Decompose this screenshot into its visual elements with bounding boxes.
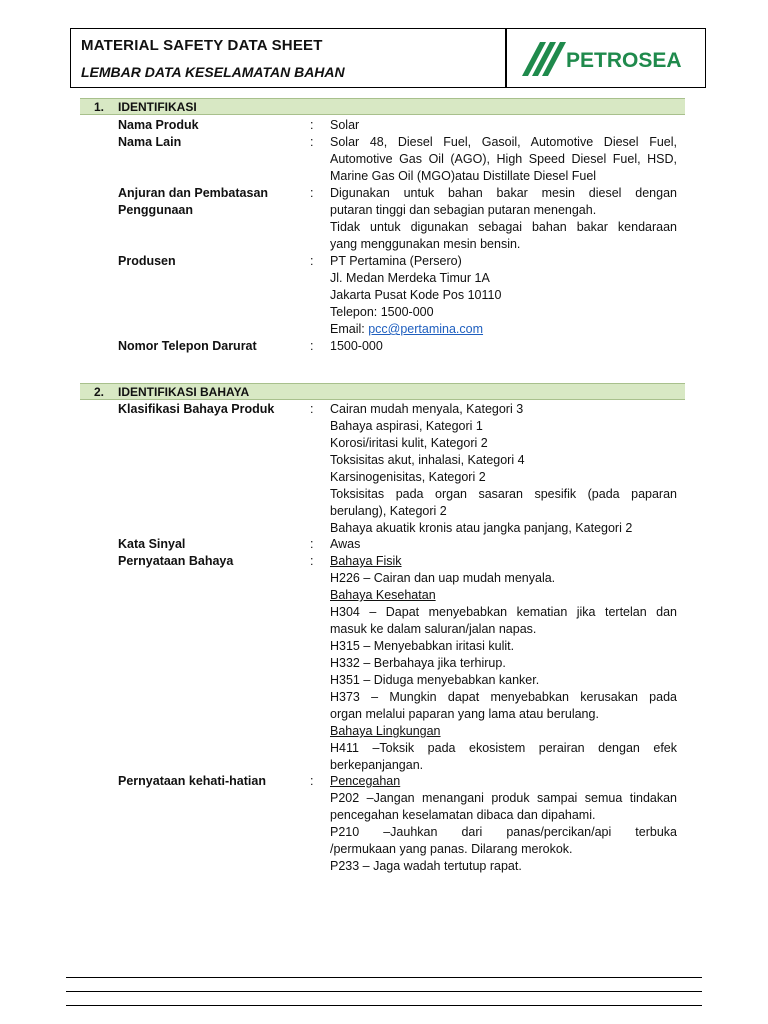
value-nomor-darurat [330, 338, 677, 355]
value-klasifikasi [330, 401, 677, 537]
value-line: Solar [330, 118, 360, 132]
label-anjuran: Anjuran dan Pembatasan Penggunaan [118, 186, 269, 217]
email-line [330, 321, 677, 338]
value-line: Awas [330, 537, 361, 551]
label-pernyataan-bahaya: Pernyataan Bahaya [118, 554, 234, 568]
label-produsen: Produsen [118, 254, 176, 268]
value-kata-sinyal [330, 536, 677, 553]
petrosea-logo [520, 40, 700, 78]
value-nama-produk [330, 117, 677, 134]
value-line: Jl. Medan Merdeka Timur 1A [330, 271, 490, 285]
label-kehati-hatian: Pernyataan kehati-hatian [118, 774, 266, 788]
label-nama-produk: Nama Produk [118, 118, 199, 132]
value-line: H304 – Dapat menyebabkan kematian jika tertelan dan [330, 605, 677, 619]
value-line: P233 – Jaga wadah tertutup rapat. [330, 859, 522, 873]
heading-pencegahan: Pencegahan [330, 774, 401, 788]
label-klasifikasi: Klasifikasi Bahaya Produk [118, 402, 275, 416]
value-line: Bahaya aspirasi, Kategori 1 [330, 419, 483, 433]
value-line: organ melalui paparan yang lama atau berulang. [330, 707, 599, 721]
value-nama-lain [330, 134, 677, 185]
section-number: 2. [94, 385, 105, 399]
value-line: H411 –Toksik pada ekosistem perairan dengan efek [330, 741, 677, 755]
document-subtitle: LEMBAR DATA KESELAMATAN BAHAN [81, 64, 345, 80]
section-1-header [80, 98, 685, 115]
colon: : [310, 774, 314, 788]
heading-bahaya-lingkungan: Bahaya Lingkungan [330, 724, 441, 738]
heading-bahaya-kesehatan: Bahaya Kesehatan [330, 588, 436, 602]
value-line: H373 – Mungkin dapat menyebabkan kerusakan pada [330, 690, 677, 704]
value-line: Digunakan untuk bahan bakar mesin diesel dengan [330, 186, 677, 200]
value-line: berkepanjangan. [330, 758, 424, 772]
value-line: P202 –Jangan menangani produk sampai semua tindakan [330, 791, 677, 805]
value-line: H332 – Berbahaya jika terhirup. [330, 656, 506, 670]
value-produsen [330, 253, 677, 338]
value-line: putaran tinggi dan sebagian putaran menengah. [330, 203, 597, 217]
colon: : [310, 254, 314, 268]
label-nomor-darurat: Nomor Telepon Darurat [118, 339, 257, 353]
email-link[interactable]: pcc@pertamina.com [368, 322, 484, 336]
value-line: berulang), Kategori 2 [330, 504, 447, 518]
colon: : [310, 118, 314, 132]
email-label: Email: [330, 322, 369, 336]
label-kata-sinyal: Kata Sinyal [118, 537, 186, 551]
colon: : [310, 402, 314, 416]
value-line: pencegahan keselamatan dibaca dan dipahami. [330, 808, 596, 822]
colon: : [310, 554, 314, 568]
value-line: yang menggunakan mesin bensin. [330, 237, 521, 251]
value-line: /permukaan yang panas. Dilarang merokok. [330, 842, 573, 856]
label-nama-lain: Nama Lain [118, 135, 182, 149]
footer-rule [66, 977, 702, 978]
colon: : [310, 339, 314, 353]
value-line: Cairan mudah menyala, Kategori 3 [330, 402, 524, 416]
value-line: Korosi/iritasi kulit, Kategori 2 [330, 436, 488, 450]
colon: : [310, 135, 314, 149]
value-line: H226 – Cairan dan uap mudah menyala. [330, 571, 556, 585]
footer-rule [66, 1005, 702, 1006]
value-line: P210 –Jauhkan dari panas/percikan/api terbuka [330, 825, 677, 839]
svg-text:PETROSEA: PETROSEA [566, 49, 682, 72]
value-line: Bahaya akuatik kronis atau jangka panjang, Kategori 2 [330, 521, 633, 535]
value-line: Karsinogenisitas, Kategori 2 [330, 470, 486, 484]
value-line: H315 – Menyebabkan iritasi kulit. [330, 639, 515, 653]
value-line: H351 – Diduga menyebabkan kanker. [330, 673, 540, 687]
document-title: MATERIAL SAFETY DATA SHEET [81, 37, 323, 54]
value-line: Automotive Gas Oil (AGO), High Speed Diesel Fuel, HSD, [330, 152, 677, 166]
value-line: Solar 48, Diesel Fuel, Gasoil, Automotive Diesel Fuel, [330, 135, 677, 149]
value-kehati-hatian [330, 773, 677, 875]
section-2-header [80, 383, 685, 400]
value-line: Telepon: 1500-000 [330, 305, 434, 319]
value-line: Jakarta Pusat Kode Pos 10110 [330, 288, 502, 302]
document-header [70, 28, 706, 88]
section-title: IDENTIFIKASI [118, 100, 197, 114]
section-title: IDENTIFIKASI BAHAYA [118, 385, 250, 399]
heading-bahaya-fisik: Bahaya Fisik [330, 554, 402, 568]
value-line: Marine Gas Oil (MGO)atau Distillate Diesel Fuel [330, 169, 597, 183]
value-pernyataan-bahaya [330, 553, 677, 774]
value-line: Toksisitas pada organ sasaran spesifik (pada paparan [330, 487, 677, 501]
value-line: 1500-000 [330, 339, 383, 353]
footer-rule [66, 991, 702, 992]
value-line: Toksisitas akut, inhalasi, Kategori 4 [330, 453, 525, 467]
value-line: Tidak untuk digunakan sebagai bahan bakar kendaraan [330, 220, 677, 234]
header-divider [505, 29, 507, 87]
section-number: 1. [94, 100, 105, 114]
value-anjuran [330, 185, 677, 253]
colon: : [310, 537, 314, 551]
value-line: PT Pertamina (Persero) [330, 254, 462, 268]
colon: : [310, 186, 314, 200]
value-line: masuk ke dalam saluran/jalan napas. [330, 622, 537, 636]
